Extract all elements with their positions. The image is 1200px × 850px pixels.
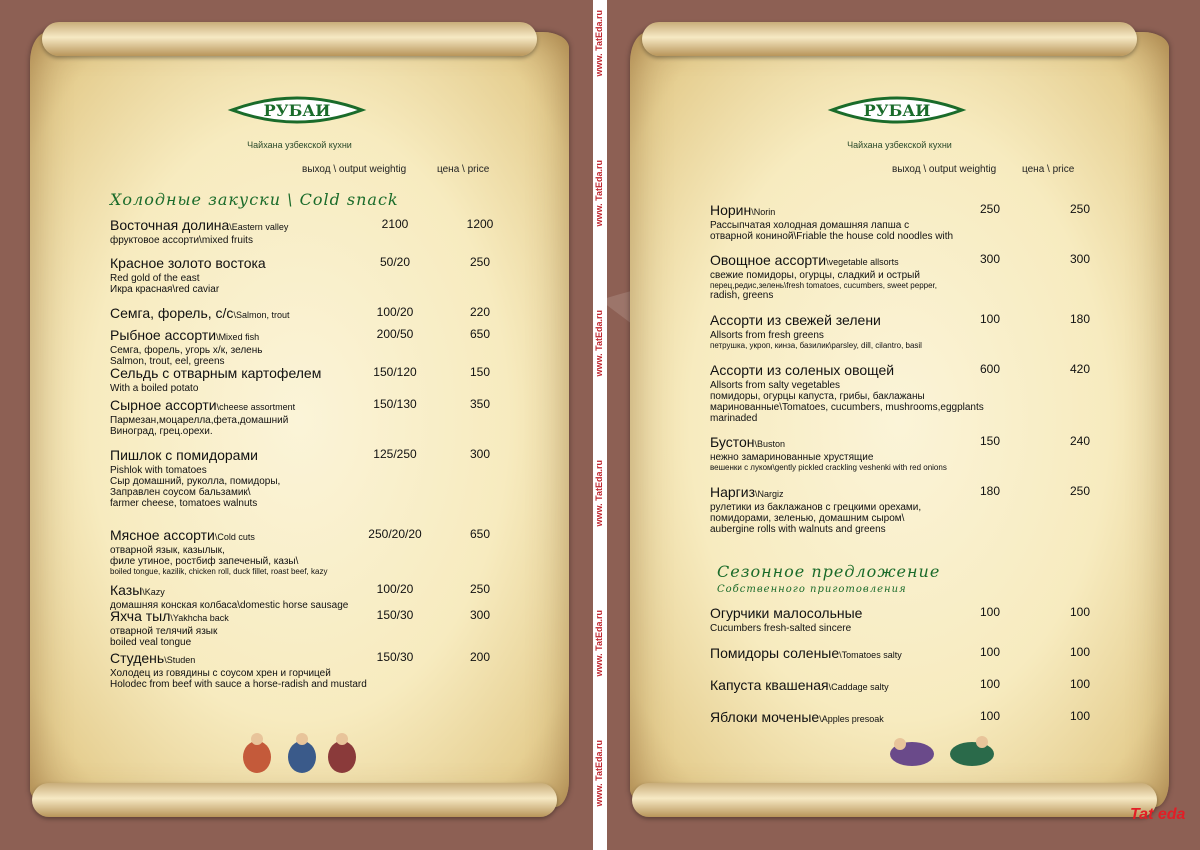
menu-item-description: Allsorts from fresh greens: [710, 330, 824, 341]
menu-item-weight: 150/30: [376, 650, 414, 664]
menu-item-weight: 100/20: [376, 305, 414, 319]
menu-item-price: 100: [1069, 645, 1091, 659]
menu-item-price: 220: [469, 305, 491, 319]
menu-item-name: Огурчики малосольные: [710, 605, 863, 621]
menu-item-description: radish, greens: [710, 290, 774, 301]
menu-page-right: [622, 22, 1177, 817]
menu-item: [710, 645, 1110, 663]
menu-item-description: aubergine rolls with walnuts and greens: [710, 524, 886, 535]
menu-item-weight: 600: [979, 362, 1001, 376]
menu-item-description: свежие помидоры, огурцы, сладкий и острый: [710, 270, 920, 281]
menu-item-description: маринованные\Tomatoes, cucumbers, mushrooms,eggplants: [710, 402, 984, 413]
menu-item: [710, 605, 1110, 634]
menu-item-description: отварной язык, казылык,: [110, 545, 225, 556]
restaurant-logo: [222, 92, 372, 128]
menu-item-weight: 50/20: [379, 255, 411, 269]
decorative-figures-illustration: [882, 722, 1012, 772]
menu-item: [110, 608, 510, 648]
menu-item-weight: 125/250: [373, 447, 417, 461]
menu-item-weight: 300: [979, 252, 1001, 266]
menu-item-weight: 2100: [381, 217, 409, 231]
menu-item-price: 300: [469, 447, 491, 461]
column-header-price: цена \ price: [437, 164, 490, 175]
menu-item-price: 250: [1069, 202, 1091, 216]
site-url-text: www. TatEda.ru: [594, 460, 604, 527]
menu-item-name: Помидоры соленые: [710, 645, 840, 661]
menu-item-description: отварной кониной\Friable the house cold noodles with: [710, 231, 954, 242]
menu-item-description: Семга, форель, угорь х/к, зелень: [110, 345, 263, 356]
menu-item: [110, 582, 510, 611]
menu-item-description: boiled veal tongue: [110, 637, 192, 648]
menu-item-weight: 150/130: [373, 397, 417, 411]
menu-item-name: Яхча тыл: [110, 608, 171, 624]
menu-item-weight: 100: [979, 312, 1001, 326]
menu-item-price: 150: [469, 365, 491, 379]
menu-item-english-name: \vegetable allsorts: [826, 257, 899, 267]
menu-item-name: Капуста квашеная: [710, 677, 829, 693]
column-header-weight: выход \ output weightig: [892, 164, 997, 175]
menu-item-description: Holodec from beef with sauce a horse-radish and mustard: [110, 679, 367, 690]
menu-item-description: marinaded: [710, 413, 758, 424]
menu-item: [110, 397, 510, 437]
restaurant-logo: [822, 92, 972, 128]
menu-item-name: Яблоки моченые: [710, 709, 820, 725]
menu-item-description: With a boiled potato: [110, 383, 199, 394]
menu-item-name: Восточная долина: [110, 217, 230, 233]
menu-item-description: нежно замаринованные хрустящие: [710, 452, 874, 463]
menu-item-weight: 100/20: [376, 582, 414, 596]
menu-item-english-name: \Yakhcha back: [170, 613, 229, 623]
menu-item-english-name: \Salmon, trout: [233, 310, 290, 320]
menu-item-weight: 150: [979, 434, 1001, 448]
svg-text:РУБАИ: РУБАИ: [863, 101, 931, 120]
menu-item-description: филе утиное, ростбиф запеченый, казы\: [110, 556, 299, 567]
menu-item-name: Красное золото востока: [110, 255, 266, 271]
menu-item-price: 300: [1069, 252, 1091, 266]
menu-item-description: Пармезан,моцарелла,фета,домашний: [110, 415, 289, 426]
menu-item-price: 250: [469, 255, 491, 269]
menu-item-description: Холодец из говядины с соусом хрен и горчицей: [110, 668, 331, 679]
menu-item: [710, 362, 1110, 424]
menu-item-english-name: \Studen: [164, 655, 196, 665]
menu-item-price: 200: [469, 650, 491, 664]
menu-item-description: домашняя конская колбаса\domestic horse sausage: [110, 600, 349, 611]
menu-item-description: рулетики из баклажанов с грецкими орехами,: [710, 502, 922, 513]
menu-item-name: Овощное ассорти: [710, 252, 827, 268]
menu-item-english-name: \Norin: [751, 207, 776, 217]
restaurant-subtitle: Чайхана узбекской кухни: [847, 140, 952, 150]
menu-item-english-name: \Cold cuts: [214, 532, 255, 542]
menu-item-name: Ассорти из соленых овощей: [710, 362, 895, 378]
menu-item: [110, 365, 510, 394]
menu-item-weight: 100: [979, 677, 1001, 691]
menu-item: [110, 650, 510, 690]
site-url-text: www. TatEda.ru: [594, 310, 604, 377]
menu-item: [710, 484, 1110, 535]
menu-item-description: фруктовое ассорти\mixed fruits: [110, 235, 253, 246]
menu-item-description: Заправлен соусом бальзамик\: [110, 487, 251, 498]
menu-item-weight: 250/20/20: [368, 527, 422, 541]
menu-item: [710, 434, 1110, 472]
menu-item-description: Pishlok with tomatoes: [110, 465, 207, 476]
tateda-brand-logo: Tat eda: [1130, 806, 1186, 823]
menu-item-name: Сельдь с отварным картофелем: [110, 365, 322, 381]
menu-item-weight: 100: [979, 709, 1001, 723]
site-url-text: www. TatEda.ru: [594, 10, 604, 77]
menu-item-name: Сырное ассорти: [110, 397, 217, 413]
menu-item-price: 350: [469, 397, 491, 411]
menu-item: [110, 447, 510, 509]
menu-item: [710, 252, 1110, 301]
menu-item-description: Виноград, грец.орехи.: [110, 426, 213, 437]
menu-item-price: 100: [1069, 709, 1091, 723]
menu-item-weight: 100: [979, 645, 1001, 659]
column-header-price: цена \ price: [1022, 164, 1075, 175]
menu-item-english-name: \Apples presoak: [819, 714, 884, 724]
menu-item-price: 240: [1069, 434, 1091, 448]
menu-item-price: 250: [469, 582, 491, 596]
menu-item: [710, 312, 1110, 350]
menu-item-english-name: \Mixed fish: [216, 332, 260, 342]
section-title-seasonal: Сезонное предложение: [717, 562, 941, 581]
menu-item-price: 100: [1069, 677, 1091, 691]
menu-item-name: Студень: [110, 650, 165, 666]
menu-page-left: [22, 22, 577, 817]
menu-item-description: boiled tongue, kazilik, chicken roll, duck fillet, roast beef, kazy: [110, 567, 328, 576]
menu-item: [110, 305, 510, 323]
menu-item-description: отварной телячий язык: [110, 626, 218, 637]
menu-item-weight: 180: [979, 484, 1001, 498]
menu-item-english-name: \cheese assortment: [216, 402, 296, 412]
section-title-cold-snack: Холодные закуски \ Cold snack: [110, 190, 399, 209]
menu-item-description: Salmon, trout, eel, greens: [110, 356, 225, 367]
svg-text:РУБАИ: РУБАИ: [263, 101, 331, 120]
menu-item: [110, 217, 510, 246]
menu-item-english-name: \Buston: [754, 439, 786, 449]
menu-item-description: Икра красная\red caviar: [110, 284, 220, 295]
menu-item-english-name: \Kazy: [142, 587, 165, 597]
menu-item-weight: 200/50: [376, 327, 414, 341]
site-url-text: www. TatEda.ru: [594, 160, 604, 227]
menu-item-description: помидорами, зеленью, домашним сыром\: [710, 513, 905, 524]
menu-item-description: Рассыпчатая холодная домашняя лапша с: [710, 220, 910, 231]
menu-item: [710, 202, 1110, 242]
menu-item-description: Сыр домашний, руколла, помидоры,: [110, 476, 281, 487]
menu-item-weight: 150/120: [373, 365, 417, 379]
decorative-figures-illustration: [232, 727, 362, 777]
menu-item-weight: 250: [979, 202, 1001, 216]
menu-item-price: 420: [1069, 362, 1091, 376]
menu-item-weight: 150/30: [376, 608, 414, 622]
menu-item-description: farmer cheese, tomatoes walnuts: [110, 498, 258, 509]
menu-item-english-name: \Tomatoes salty: [839, 650, 902, 660]
menu-item-name: Норин: [710, 202, 752, 218]
menu-item-description: перец,редис,зелень\fresh tomatoes, cucumbers, sweet pepper,: [710, 281, 937, 290]
menu-item: [110, 255, 510, 295]
site-url-text: www. TatEda.ru: [594, 740, 604, 807]
menu-item-description: вешенки с луком\gently pickled crackling veshenki with red onions: [710, 463, 947, 472]
menu-item: [710, 677, 1110, 695]
menu-item-name: Казы: [110, 582, 143, 598]
menu-item-price: 100: [1069, 605, 1091, 619]
section-subtitle-homemade: Собственного приготовления: [717, 584, 907, 595]
menu-item-name: Наргиз: [710, 484, 756, 500]
menu-item-name: Рыбное ассорти: [110, 327, 217, 343]
menu-item-english-name: \Nargiz: [755, 489, 784, 499]
menu-item-description: Cucumbers fresh-salted sincere: [710, 623, 852, 634]
menu-item-price: 180: [1069, 312, 1091, 326]
menu-item: [110, 327, 510, 367]
menu-item-description: помидоры, огурцы капуста, грибы, баклажаны: [710, 391, 925, 402]
menu-item-price: 650: [469, 527, 491, 541]
menu-item-name: Семга, форель, с/с: [110, 305, 234, 321]
menu-item-english-name: \Eastern valley: [229, 222, 289, 232]
menu-item-name: Пишлок с помидорами: [110, 447, 258, 463]
menu-item-description: Allsorts from salty vegetables: [710, 380, 841, 391]
column-header-weight: выход \ output weightig: [302, 164, 407, 175]
center-binding-strip: [593, 0, 607, 850]
menu-item-price: 300: [469, 608, 491, 622]
site-url-text: www. TatEda.ru: [594, 610, 604, 677]
menu-item-weight: 100: [979, 605, 1001, 619]
menu-item-price: 650: [469, 327, 491, 341]
menu-item-name: Ассорти из свежей зелени: [710, 312, 881, 328]
restaurant-subtitle: Чайхана узбекской кухни: [247, 140, 352, 150]
menu-item-description: Red gold of the east: [110, 273, 200, 284]
menu-item-price: 1200: [466, 217, 494, 231]
menu-item-price: 250: [1069, 484, 1091, 498]
menu-item-english-name: \Caddage salty: [828, 682, 889, 692]
menu-item: [110, 527, 510, 576]
menu-item-description: петрушка, укроп, кинза, базилик\parsley, dill, cilantro, basil: [710, 341, 922, 350]
menu-item-name: Бустон: [710, 434, 755, 450]
menu-item-name: Мясное ассорти: [110, 527, 215, 543]
